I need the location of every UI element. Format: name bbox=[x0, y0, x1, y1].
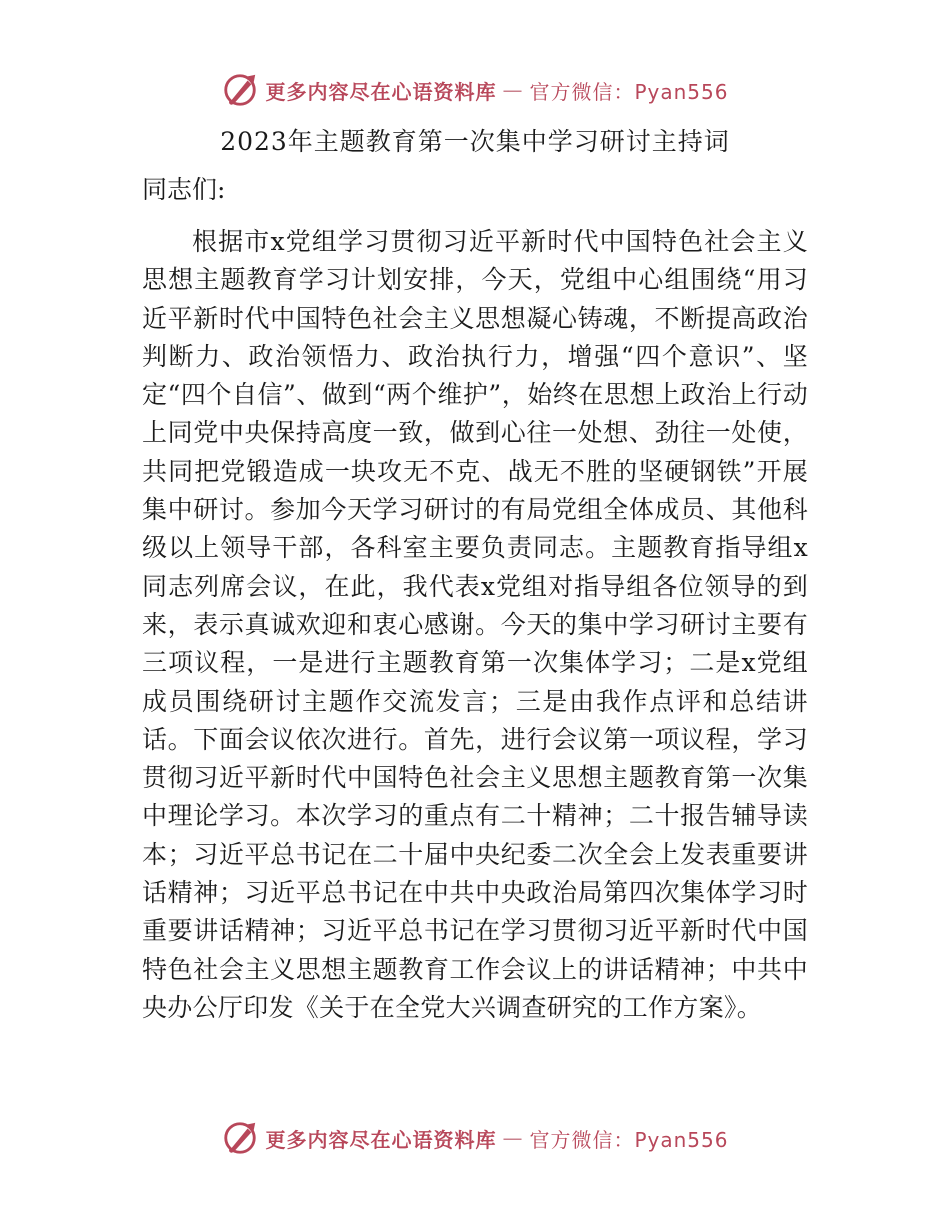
watermark-contact: 官方微信：Pyan556 bbox=[529, 1127, 729, 1152]
watermark-brand: 更多内容尽在心语资料库 bbox=[265, 79, 497, 104]
watermark-brand: 更多内容尽在心语资料库 bbox=[265, 1127, 497, 1152]
body-paragraph: 根据市x党组学习贯彻习近平新时代中国特色社会主义思想主题教育学习计划安排，今天，党组中心组围绕“用习近平新时代中国特色社会主义思想凝心铸魂，不断提高政治判断力、政治领悟力、政治执行力，增强“四个意识”、坚定“四个自信”、做到“两个维护”，始终在思想上政治上行动上同党中央保持高度一致，做到心往一处想、劲往一处使，共同把党锻造成一块攻无不克、战无不胜的坚硬钢铁”开展集中研讨。参加今天学习研讨的有局党组全体成员、其他科级以上领导干部，各科室主要负责同志。主题教育指导组x同志列席会议，在此，我代表x党组对指导组各位领导的到来，表示真诚欢迎和衷心感谢。今天的集中学习研讨主要有三项议程，一是进行主题教育第一次集体学习；二是x党组成员围绕研讨主题作交流发言；三是由我作点评和总结讲话。下面会议依次进行。首先，进行会议第一项议程，学习贯彻习近平新时代中国特色社会主义思想主题教育第一次集中理论学习。本次学习的重点有二十精神；二十报告辅导读本；习近平总书记在二十届中央纪委二次全会上发表重要讲话精神；习近平总书记在中共中央政治局第四次集体学习时重要讲话精神；习近平总书记在学习贯彻习近平新时代中国特色社会主义思想主题教育工作会议上的讲话精神；中共中央办公厅印发《关于在全党大兴调查研究的工作方案》。 bbox=[142, 227, 808, 1022]
quill-logo-icon bbox=[221, 1119, 259, 1157]
document-title: 2023年主题教育第一次集中学习研讨主持词 bbox=[220, 127, 730, 156]
quill-logo-icon bbox=[221, 71, 259, 109]
watermark-separator: — bbox=[502, 1126, 524, 1150]
footer-watermark bbox=[0, 1116, 950, 1160]
watermark-contact: 官方微信：Pyan556 bbox=[529, 79, 729, 104]
header-watermark bbox=[0, 68, 950, 112]
salutation: 同志们: bbox=[142, 175, 226, 204]
watermark-separator: — bbox=[502, 78, 524, 102]
